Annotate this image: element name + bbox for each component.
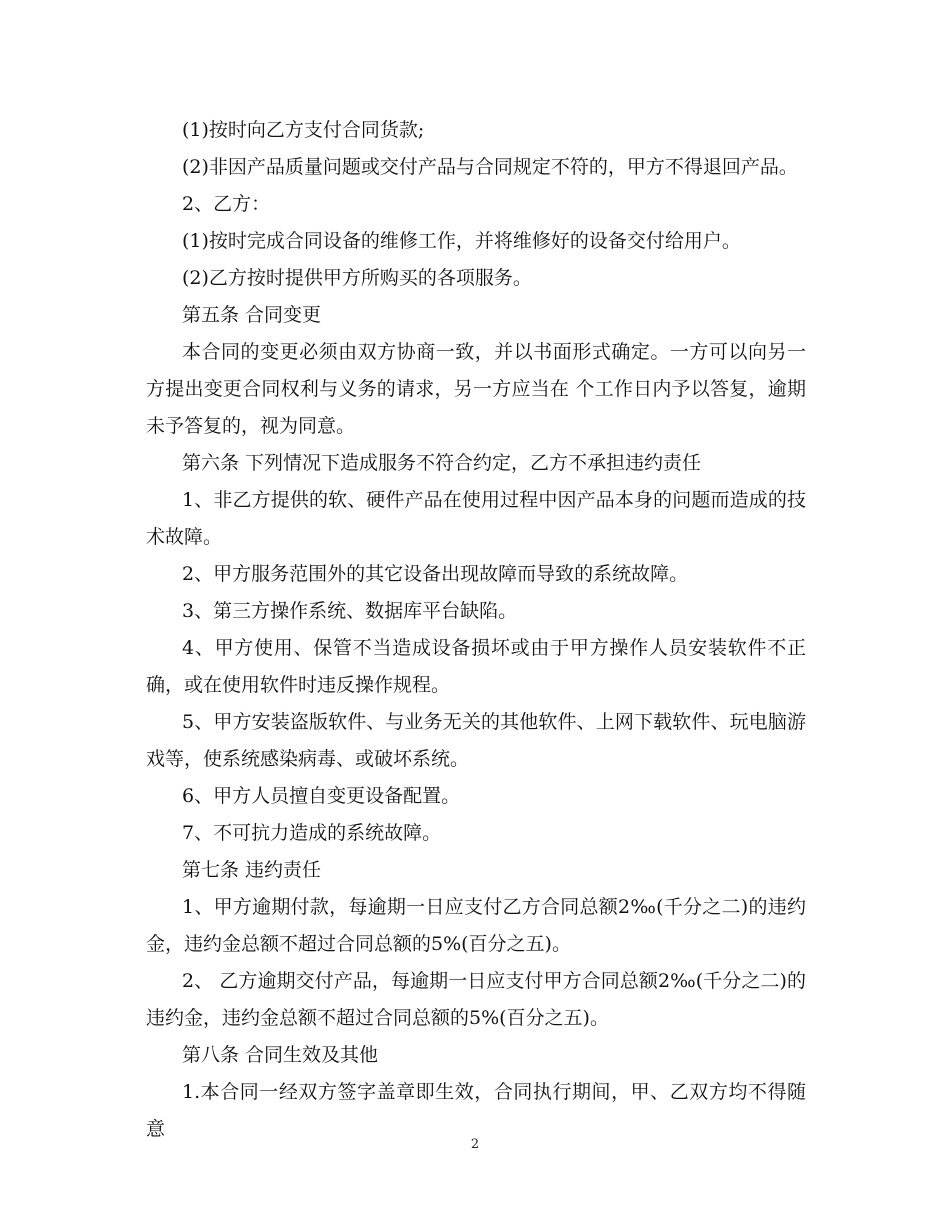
article-7-item-1: 1、甲方逾期付款，每逾期一日应支付乙方合同总额2‰(千分之二)的违约金，违约金总额不超过合同总额的5%(百分之五)。 (146, 896, 806, 955)
article-6-item-6: 6、甲方人员擅自变更设备配置。 (182, 785, 461, 807)
article-7-item-2: 2、 乙方逾期交付产品，每逾期一日应支付甲方合同总额2‰(千分之二)的违约金，违约金总额不超过合同总额的5%(百分之五)。 (146, 970, 806, 1029)
article-5-body: 本合同的变更必须由双方协商一致，并以书面形式确定。一方可以向另一方提出变更合同权利与义务的请求，另一方应当在 个工作日内予以答复，逾期未予答复的，视为同意。 (146, 341, 806, 437)
article-7-heading: 第七条 违约责任 (182, 859, 322, 881)
article-6-item-1: 1、非乙方提供的软、硬件产品在使用过程中因产品本身的问题而造成的技术故障。 (146, 489, 806, 548)
paragraph-payment: (1)按时向乙方支付合同货款; (182, 119, 425, 141)
paragraph-party-b-heading: 2、乙方： (182, 193, 271, 215)
paragraph-repair-work: (1)按时完成合同设备的维修工作，并将维修好的设备交付给用户。 (182, 230, 741, 252)
article-6-item-5: 5、甲方安装盗版软件、与业务无关的其他软件、上网下载软件、玩电脑游戏等，使系统感染病毒、或破坏系统。 (146, 711, 806, 770)
article-8-item-1: 1.本合同一经双方签字盖章即生效，合同执行期间，甲、乙双方均不得随意 (146, 1081, 806, 1140)
article-8-heading: 第八条 合同生效及其他 (182, 1044, 379, 1066)
page-number: 2 (470, 1137, 480, 1152)
paragraph-no-return: (2)非因产品质量问题或交付产品与合同规定不符的，甲方不得退回产品。 (182, 156, 798, 178)
article-6-item-4: 4、甲方使用、保管不当造成设备损坏或由于甲方操作人员安装软件不正确，或在使用软件时违反操作规程。 (146, 637, 806, 696)
article-6-item-2: 2、甲方服务范围外的其它设备出现故障而导致的系统故障。 (182, 563, 689, 585)
article-6-heading: 第六条 下列情况下造成服务不符合约定，乙方不承担违约责任 (182, 452, 702, 474)
article-6-item-3: 3、第三方操作系统、数据库平台缺陷。 (182, 600, 518, 622)
article-6-item-7: 7、不可抗力造成的系统故障。 (182, 822, 442, 844)
paragraph-services: (2)乙方按时提供甲方所购买的各项服务。 (182, 267, 532, 289)
document-body (146, 112, 806, 1148)
article-5-heading: 第五条 合同变更 (182, 304, 322, 326)
